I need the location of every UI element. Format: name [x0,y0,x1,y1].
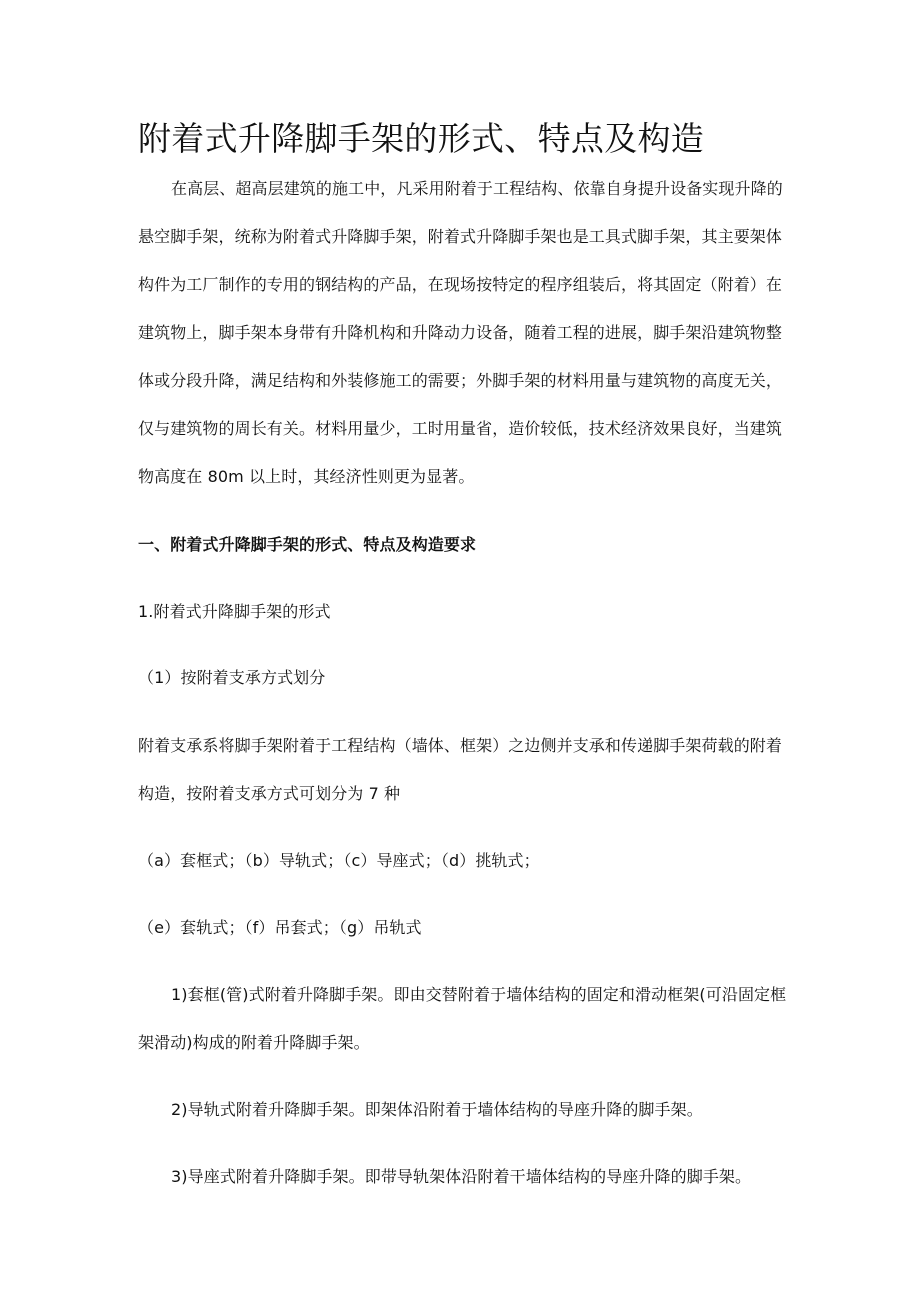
section-heading: 一、附着式升降脚手架的形式、特点及构造要求 [138,535,477,554]
intro-line: 体或分段升降，满足结构和外装修施工的需要；外脚手架的材料用量与建筑物的高度无关， [138,371,783,390]
types-line: （a）套框式；（b）导轨式；（c）导座式；（d）挑轨式； [138,851,540,870]
intro-line: 构件为工厂制作的专用的钢结构的产品，在现场按特定的程序组装后，将其固定（附着）在 [138,275,783,294]
types-line: （e）套轨式；（f）吊套式；（g）吊轨式 [138,918,422,937]
intro-line: 在高层、超高层建筑的施工中，凡采用附着于工程结构、依靠自身提升设备实现升降的 [171,179,783,198]
document-title: 附着式升降脚手架的形式、特点及构造 [138,119,705,158]
subsubsection-heading: （1）按附着支承方式划分 [138,668,326,687]
intro-line: 悬空脚手架，统称为附着式升降脚手架，附着式升降脚手架也是工具式脚手架，其主要架体 [138,227,783,246]
item-1-line: 1)套框(管)式附着升降脚手架。即由交替附着于墙体结构的固定和滑动框架(可沿固定框 [171,985,787,1004]
support-line: 构造，按附着支承方式可划分为 7 种 [138,784,401,803]
support-line: 附着支承系将脚手架附着于工程结构（墙体、框架）之边侧并支承和传递脚手架荷载的附着 [138,736,783,755]
intro-line: 仅与建筑物的周长有关。材料用量少，工时用量省，造价较低，技术经济效果良好，当建筑 [138,419,783,438]
subsection-heading: 1.附着式升降脚手架的形式 [138,602,331,621]
intro-line: 建筑物上，脚手架本身带有升降机构和升降动力设备，随着工程的进展，脚手架沿建筑物整 [138,323,783,342]
item-3-line: 3)导座式附着升降脚手架。即带导轨架体沿附着干墙体结构的导座升降的脚手架。 [171,1167,752,1186]
item-1-line: 架滑动)构成的附着升降脚手架。 [138,1033,370,1052]
item-2-line: 2)导轨式附着升降脚手架。即架体沿附着于墙体结构的导座升降的脚手架。 [171,1100,703,1119]
intro-line: 物高度在 80m 以上时，其经济性则更为显著。 [138,467,475,486]
